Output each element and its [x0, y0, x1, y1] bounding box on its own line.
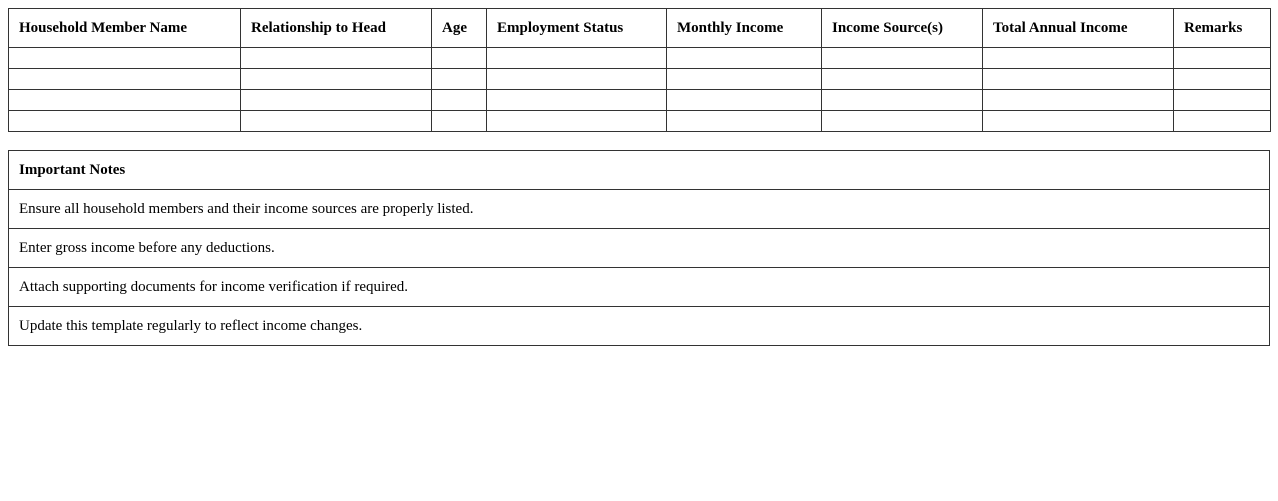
table-cell[interactable]: [432, 69, 487, 90]
table-cell[interactable]: [667, 48, 822, 69]
table-cell[interactable]: [983, 48, 1174, 69]
column-header-member-name: Household Member Name: [9, 9, 241, 48]
note-item: Enter gross income before any deductions.: [9, 229, 1270, 268]
column-header-employment-status: Employment Status: [487, 9, 667, 48]
table-cell[interactable]: [432, 111, 487, 132]
table-cell[interactable]: [822, 69, 983, 90]
column-header-income-sources: Income Source(s): [822, 9, 983, 48]
table-cell[interactable]: [241, 48, 432, 69]
table-row: [9, 90, 1271, 111]
table-cell[interactable]: [667, 111, 822, 132]
note-item: Update this template regularly to reflect income changes.: [9, 307, 1270, 346]
household-income-table: [8, 8, 1271, 132]
column-header-total-annual-income: Total Annual Income: [983, 9, 1174, 48]
table-cell[interactable]: [432, 48, 487, 69]
note-row: [9, 229, 1270, 268]
table-row: [9, 48, 1271, 69]
column-header-age: Age: [432, 9, 487, 48]
note-row: [9, 307, 1270, 346]
note-row: [9, 190, 1270, 229]
column-header-monthly-income: Monthly Income: [667, 9, 822, 48]
table-cell[interactable]: [1174, 69, 1271, 90]
table-cell[interactable]: [1174, 48, 1271, 69]
table-cell[interactable]: [241, 90, 432, 111]
important-notes-table: [8, 150, 1270, 346]
table-cell[interactable]: [432, 90, 487, 111]
table-row: [9, 69, 1271, 90]
note-item: Attach supporting documents for income verification if required.: [9, 268, 1270, 307]
note-item: Ensure all household members and their income sources are properly listed.: [9, 190, 1270, 229]
table-cell[interactable]: [9, 90, 241, 111]
table-header-row: [9, 9, 1271, 48]
table-cell[interactable]: [822, 90, 983, 111]
table-cell[interactable]: [9, 111, 241, 132]
table-cell[interactable]: [822, 48, 983, 69]
table-row: [9, 111, 1271, 132]
table-cell[interactable]: [667, 90, 822, 111]
table-cell[interactable]: [1174, 111, 1271, 132]
table-cell[interactable]: [241, 111, 432, 132]
table-cell[interactable]: [487, 111, 667, 132]
table-cell[interactable]: [487, 48, 667, 69]
notes-heading-row: [9, 151, 1270, 190]
column-header-remarks: Remarks: [1174, 9, 1271, 48]
table-cell[interactable]: [983, 111, 1174, 132]
table-cell[interactable]: [9, 48, 241, 69]
table-cell[interactable]: [487, 69, 667, 90]
table-cell[interactable]: [983, 90, 1174, 111]
note-row: [9, 268, 1270, 307]
table-cell[interactable]: [241, 69, 432, 90]
table-cell[interactable]: [822, 111, 983, 132]
table-cell[interactable]: [9, 69, 241, 90]
table-cell[interactable]: [487, 90, 667, 111]
notes-heading: Important Notes: [9, 151, 1270, 190]
column-header-relationship: Relationship to Head: [241, 9, 432, 48]
table-cell[interactable]: [667, 69, 822, 90]
table-cell[interactable]: [983, 69, 1174, 90]
table-cell[interactable]: [1174, 90, 1271, 111]
